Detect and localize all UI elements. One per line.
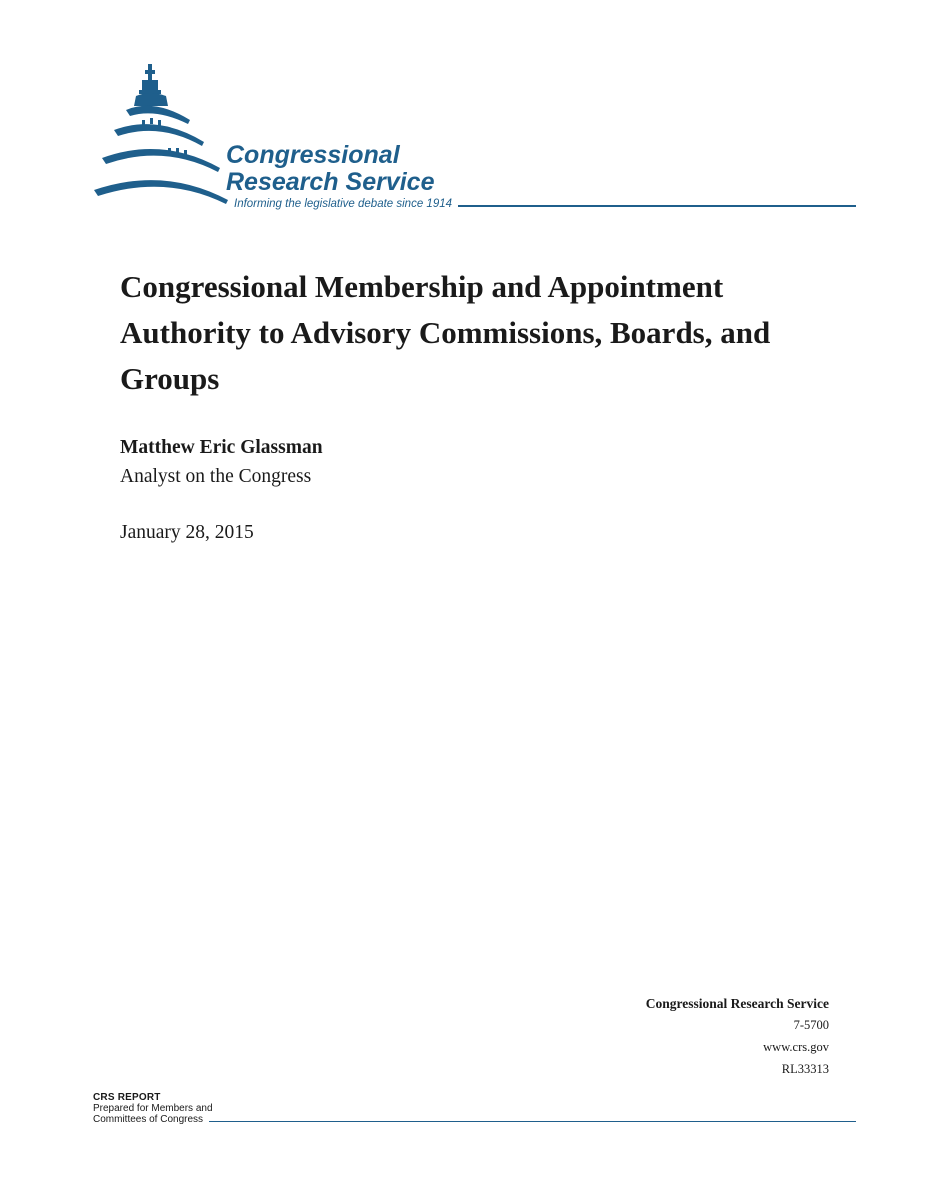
header-divider (458, 205, 856, 207)
author-name: Matthew Eric Glassman (120, 437, 323, 458)
report-info (646, 994, 829, 1080)
footer-divider (209, 1121, 856, 1122)
tagline-row (234, 196, 856, 212)
org-name (226, 142, 434, 196)
info-phone: 7-5700 (793, 1018, 829, 1032)
capitol-dome-icon (92, 62, 232, 212)
footer-line1: Prepared for Members and (93, 1103, 213, 1114)
document-title: Congressional Membership and Appointment Authority to Advisory Commissions, Boards, and Groups (120, 269, 771, 396)
info-website: www.crs.gov (763, 1040, 829, 1054)
info-report-number: RL33313 (781, 1062, 829, 1076)
footer-label: CRS REPORT (93, 1092, 161, 1103)
tagline: Informing the legislative debate since 1914 (234, 198, 453, 210)
info-org: Congressional Research Service (645, 996, 829, 1011)
footer-line2: Committees of Congress (93, 1114, 204, 1125)
footer-row (93, 1114, 856, 1125)
org-name-line1: Congressional (226, 141, 400, 169)
org-name-line2: Research Service (226, 168, 435, 196)
author-role: Analyst on the Congress (120, 466, 312, 487)
publication-date: January 28, 2015 (120, 522, 254, 543)
footer (93, 1092, 856, 1125)
